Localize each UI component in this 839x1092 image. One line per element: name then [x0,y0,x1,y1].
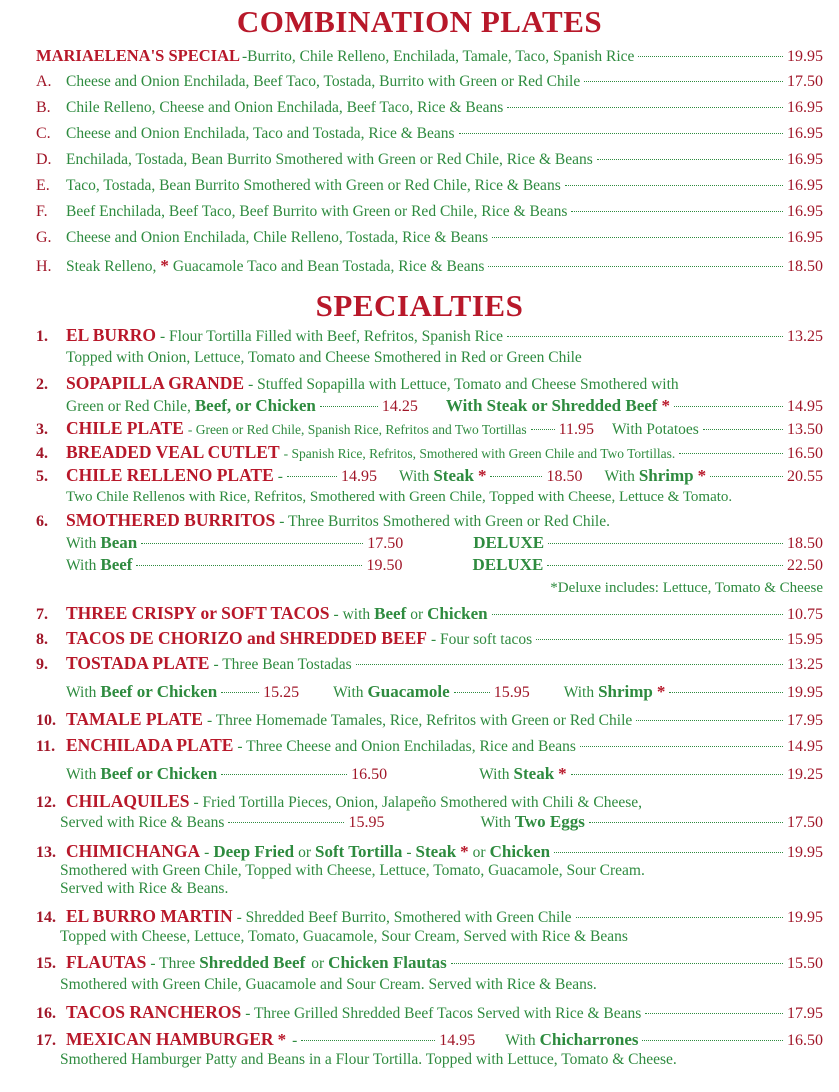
item-option: Beef [100,555,133,574]
item-price: 16.50 [787,445,823,462]
item-price: 13.50 [787,421,823,438]
item-price: 17.50 [367,535,404,552]
item-price: 18.50 [787,535,823,552]
combo-price: 18.50 [787,258,823,275]
specialty-9-options [66,682,823,704]
item-price: 13.25 [787,656,823,673]
item-number: 16. [36,1005,56,1022]
item-desc: or [472,844,486,861]
item-option: Shrimp [638,466,694,485]
item-option: With [505,1032,536,1049]
item-desc: - Three Cheese and Onion Enchiladas, Rice and Beans [237,738,576,755]
combo-item [36,229,823,251]
special-desc: -Burrito, Chile Relleno, Enchilada, Tamale, Taco, Spanish Rice [242,48,635,65]
item-number: 5. [36,468,48,485]
specialty-13-line3 [60,880,823,902]
item-option: Steak [415,842,457,861]
item-price: 20.55 [787,468,823,485]
item-number: 3. [36,421,48,438]
item-desc: - Four soft tacos [430,631,533,648]
item-desc: - Three [150,955,196,972]
item-price: 19.95 [787,844,823,861]
specialty-7 [36,603,823,625]
specialty-17-line2 [60,1051,823,1073]
item-price: 15.50 [787,955,823,972]
combo-desc: Cheese and Onion Enchilada, Taco and Tostada, Rice & Beans [66,125,455,142]
star-mark: * [477,466,487,485]
item-price: 19.95 [787,909,823,926]
item-desc: - Shredded Beef Burrito, Smothered with Green Chile [236,909,572,926]
leader [597,159,783,160]
item-option: Beef or Chicken [100,764,218,783]
specialty-3 [36,418,823,440]
item-option: Chicken Flautas [328,953,447,972]
specialty-6-beef [66,555,823,577]
leader [548,543,783,544]
item-desc: Two Chile Rellenos with Rice, Refritos, Smothered with Green Chile, Topped with Cheese, Lettuce & Tomato. [66,489,733,505]
item-price: 18.50 [546,468,583,485]
item-price: 22.50 [787,557,823,574]
leader [645,1013,783,1014]
item-name: FLAUTAS [66,952,147,972]
leader [710,476,783,477]
combo-label: G. [36,229,52,246]
specialty-15-line2 [60,976,823,998]
item-price: 15.95 [493,684,530,701]
item-option: Chicharrones [539,1030,639,1049]
item-option: Guacamole [367,682,450,701]
leader [642,1040,783,1041]
item-option: Chicken [489,842,551,861]
item-option: DELUXE [472,555,544,574]
item-option: With [66,684,97,701]
leader [507,107,783,108]
combo-price: 16.95 [787,151,823,168]
item-price: 19.95 [787,684,823,701]
item-desc: Smothered Hamburger Patty and Beans in a Flour Tortilla. Topped with Lettuce, Tomato & Cheese. [60,1051,677,1068]
specialty-6-note [66,580,823,602]
special-price: 19.95 [787,48,823,65]
item-name: EL BURRO MARTIN [66,906,233,926]
item-price: 11.95 [558,421,595,438]
item-option: With [604,468,635,485]
item-number: 9. [36,656,48,673]
item-option: Steak [433,466,474,485]
specialty-2-line2 [66,396,823,418]
combo-price: 16.95 [787,125,823,142]
leader [356,664,783,665]
item-name: EL BURRO [66,325,156,345]
item-desc: - Flour Tortilla Filled with Beef, Refritos, Spanish Rice [159,328,503,345]
specialty-11 [36,735,823,757]
item-desc: - Three Bean Tostadas [213,656,352,673]
leader [492,614,783,615]
leader [554,852,783,853]
item-option: Soft Tortilla [315,842,403,861]
item-option: With [398,468,430,485]
item-desc: - Stuffed Sopapilla with Lettuce, Tomato and Cheese Smothered with [248,376,679,393]
star-mark: * [661,396,670,415]
leader [228,822,344,823]
combo-desc: Cheese and Onion Enchilada, Chile Relleno, Tostada, Rice & Beans [66,229,489,246]
leader [565,185,783,186]
combo-label: B. [36,99,51,116]
leader [636,720,783,721]
item-price: 14.95 [340,468,377,485]
item-desc: - [277,468,283,485]
leader [531,429,555,430]
item-number: 8. [36,631,48,648]
leader [320,406,378,407]
item-option: With [66,535,97,552]
item-number: 15. [36,955,56,972]
leader [638,56,783,57]
item-desc: - Three Homemade Tamales, Rice, Refritos with Green or Red Chile [206,712,633,729]
item-price: 15.95 [787,631,823,648]
combo-price: 16.95 [787,203,823,220]
specialty-2 [36,373,823,395]
specialty-11-options [66,764,823,786]
item-number: 17. [36,1032,56,1049]
item-desc: - Three Grilled Shredded Beef Tacos Served with Rice & Beans [245,1005,642,1022]
item-number: 10. [36,712,56,729]
combo-label: A. [36,73,52,90]
item-option: Chicken [427,604,488,623]
leader [507,336,783,337]
item-number: 12. [36,794,56,811]
item-option: Beef or Chicken [100,682,218,701]
item-price: 16.50 [351,766,388,783]
combo-price: 16.95 [787,177,823,194]
special-line [36,46,823,68]
leader [301,1040,435,1041]
leader [454,692,490,693]
item-price: 19.25 [787,766,823,783]
specialty-8 [36,628,823,650]
combo-price: 16.95 [787,229,823,246]
star-mark: * [277,1030,287,1049]
item-desc: - [292,1032,298,1049]
item-desc: or [410,606,424,623]
item-number: 1. [36,328,48,345]
specialty-9 [36,653,823,675]
item-name: TOSTADA PLATE [66,653,210,673]
specialty-5 [36,465,823,487]
specialty-16 [36,1002,823,1024]
item-name: TACOS DE CHORIZO and SHREDDED BEEF [66,628,427,648]
item-price: 13.25 [787,328,823,345]
item-price: 17.95 [787,1005,823,1022]
item-name: THREE CRISPY or SOFT TACOS [66,603,330,623]
leader [703,429,783,430]
combo-desc: Enchilada, Tostada, Bean Burrito Smothered with Green or Red Chile, Rice & Beans [66,151,593,168]
item-price: 17.95 [787,712,823,729]
item-number: 4. [36,445,48,462]
combo-item [36,177,823,199]
specialty-10 [36,709,823,731]
item-desc: or [311,955,325,972]
specialty-17 [36,1029,823,1051]
leader [141,543,363,544]
specialty-12 [36,791,823,813]
combo-desc: Chile Relleno, Cheese and Onion Enchilada, Beef Taco, Rice & Beans [66,99,504,116]
combo-label: F. [36,203,48,220]
combo-desc: Taco, Tostada, Bean Burrito Smothered with Green or Red Chile, Rice & Beans [66,177,561,194]
item-option: With [66,766,97,783]
leader [674,406,783,407]
combo-label: D. [36,151,52,168]
specialty-14-line2 [60,928,823,950]
item-option: With Potatoes [612,421,699,438]
item-option: With Steak or Shredded Beef [445,396,658,415]
item-price: 19.50 [366,557,403,574]
item-name: SMOTHERED BURRITOS [66,510,276,530]
item-number: 14. [36,909,56,926]
specialty-6-bean [66,533,823,555]
item-price: 14.95 [439,1032,476,1049]
specialty-1-line2 [66,349,823,371]
item-desc: Smothered with Green Chile, Topped with Cheese, Lettuce, Tomato, Guacamole, Sour Cream. [60,862,645,879]
combo-item [36,151,823,173]
item-option: Shrimp [598,682,653,701]
leader [669,692,783,693]
specialty-6 [36,510,823,532]
leader [221,774,347,775]
item-option: Shredded Beef [199,953,306,972]
item-option: With [333,684,364,701]
item-name: TAMALE PLATE [66,709,203,729]
leader [571,774,783,775]
leader [287,476,337,477]
deluxe-note: *Deluxe includes: Lettuce, Tomato & Cheese [550,580,823,596]
item-number: 7. [36,606,48,623]
specialty-14 [36,906,823,928]
leader [488,266,783,267]
leader [589,822,783,823]
item-price: 14.95 [787,738,823,755]
specialty-5-line2 [66,489,823,511]
leader [490,476,542,477]
item-option: Beef [374,604,407,623]
leader [136,565,362,566]
item-name: CHILE PLATE [66,418,184,438]
leader [492,237,783,238]
item-option: With [480,814,511,831]
item-name: BREADED VEAL CUTLET [66,442,280,462]
item-option: Beef, or Chicken [194,396,316,415]
leader [576,917,783,918]
item-desc: Green or Red Chile, [66,398,191,415]
item-price: 17.50 [787,814,823,831]
item-desc: - with [333,606,371,623]
item-desc: - Fried Tortilla Pieces, Onion, Jalapeño Smothered with Chili & Cheese, [193,794,643,811]
item-option: DELUXE [473,533,545,552]
combo-desc: Beef Enchilada, Beef Taco, Beef Burrito with Green or Red Chile, Rice & Beans [66,203,568,220]
combo-desc: Cheese and Onion Enchilada, Beef Taco, Tostada, Burrito with Green or Red Chile [66,73,581,90]
star-mark: * [697,466,707,485]
specialty-4 [36,442,823,464]
item-price: 15.95 [348,814,385,831]
item-price: 14.25 [381,398,418,415]
leader [536,639,783,640]
combination-title: COMBINATION PLATES [236,4,603,39]
combo-price: 16.95 [787,99,823,116]
item-desc: - [204,844,210,861]
combo-item [36,256,823,278]
item-name: SOPAPILLA GRANDE [66,373,245,393]
item-option: Two Eggs [514,812,585,831]
specialty-1 [36,325,823,347]
specialty-13 [36,841,823,863]
combo-item [36,125,823,147]
star-mark: * [160,256,169,275]
combo-item [36,99,823,121]
item-option: With [66,557,97,574]
combo-label: C. [36,125,51,142]
leader [580,746,783,747]
item-name: TACOS RANCHEROS [66,1002,242,1022]
item-desc: - Three Burritos Smothered with Green or Red Chile. [279,513,610,530]
combo-desc: Guacamole Taco and Bean Tostada, Rice & Beans [172,258,485,275]
item-option: With [563,684,595,701]
combo-label: H. [36,258,52,275]
leader [571,211,783,212]
item-desc: Smothered with Green Chile, Guacamole and Sour Cream. Served with Rice & Beans. [60,976,597,993]
leader [451,963,783,964]
item-number: 2. [36,376,48,393]
item-price: 10.75 [787,606,823,623]
item-desc: Served with Rice & Beans. [60,880,229,897]
item-desc: Topped with Cheese, Lettuce, Tomato, Guacamole, Sour Cream, Served with Rice & Beans [60,928,628,945]
item-name: ENCHILADA PLATE [66,735,234,755]
item-name: CHIMICHANGA [66,841,201,861]
item-option: Bean [100,533,138,552]
item-number: 11. [36,738,56,755]
item-number: 6. [36,513,48,530]
item-number: 13. [36,844,56,861]
leader [221,692,259,693]
combo-item [36,73,823,95]
item-desc: Topped with Onion, Lettuce, Tomato and Cheese Smothered in Red or Green Chile [66,349,582,366]
item-desc: Served with Rice & Beans [60,814,225,831]
leader [547,565,783,566]
item-name: CHILE RELLENO PLATE [66,465,274,485]
item-option: With [479,766,510,783]
item-price: 15.25 [263,684,300,701]
item-desc: - Green or Red Chile, Spanish Rice, Refritos and Two Tortillas [187,422,527,437]
item-desc: or [298,844,311,861]
star-mark: * [558,764,567,783]
item-price: 14.95 [787,398,823,415]
item-name: CHILAQUILES [66,791,190,811]
specialty-15 [36,952,823,974]
item-desc: - [406,844,412,861]
leader [459,133,783,134]
leader [679,453,783,454]
leader [584,81,783,82]
specialties-title: SPECIALTIES [315,288,524,323]
item-price: 16.50 [787,1032,823,1049]
star-mark: * [460,842,469,861]
item-name: MEXICAN HAMBURGER [66,1029,274,1049]
combo-desc: Steak Relleno, [66,258,157,275]
star-mark: * [656,682,666,701]
item-option: Deep Fried [213,842,295,861]
combo-item [36,203,823,225]
combo-price: 17.50 [787,73,823,90]
item-option: Steak [513,764,555,783]
combo-label: E. [36,177,50,194]
specialty-12-line2 [60,812,823,834]
special-name: MARIAELENA'S SPECIAL [36,46,240,65]
item-desc: - Spanish Rice, Refritos, Smothered with Green Chile and Two Tortillas. [283,446,676,461]
